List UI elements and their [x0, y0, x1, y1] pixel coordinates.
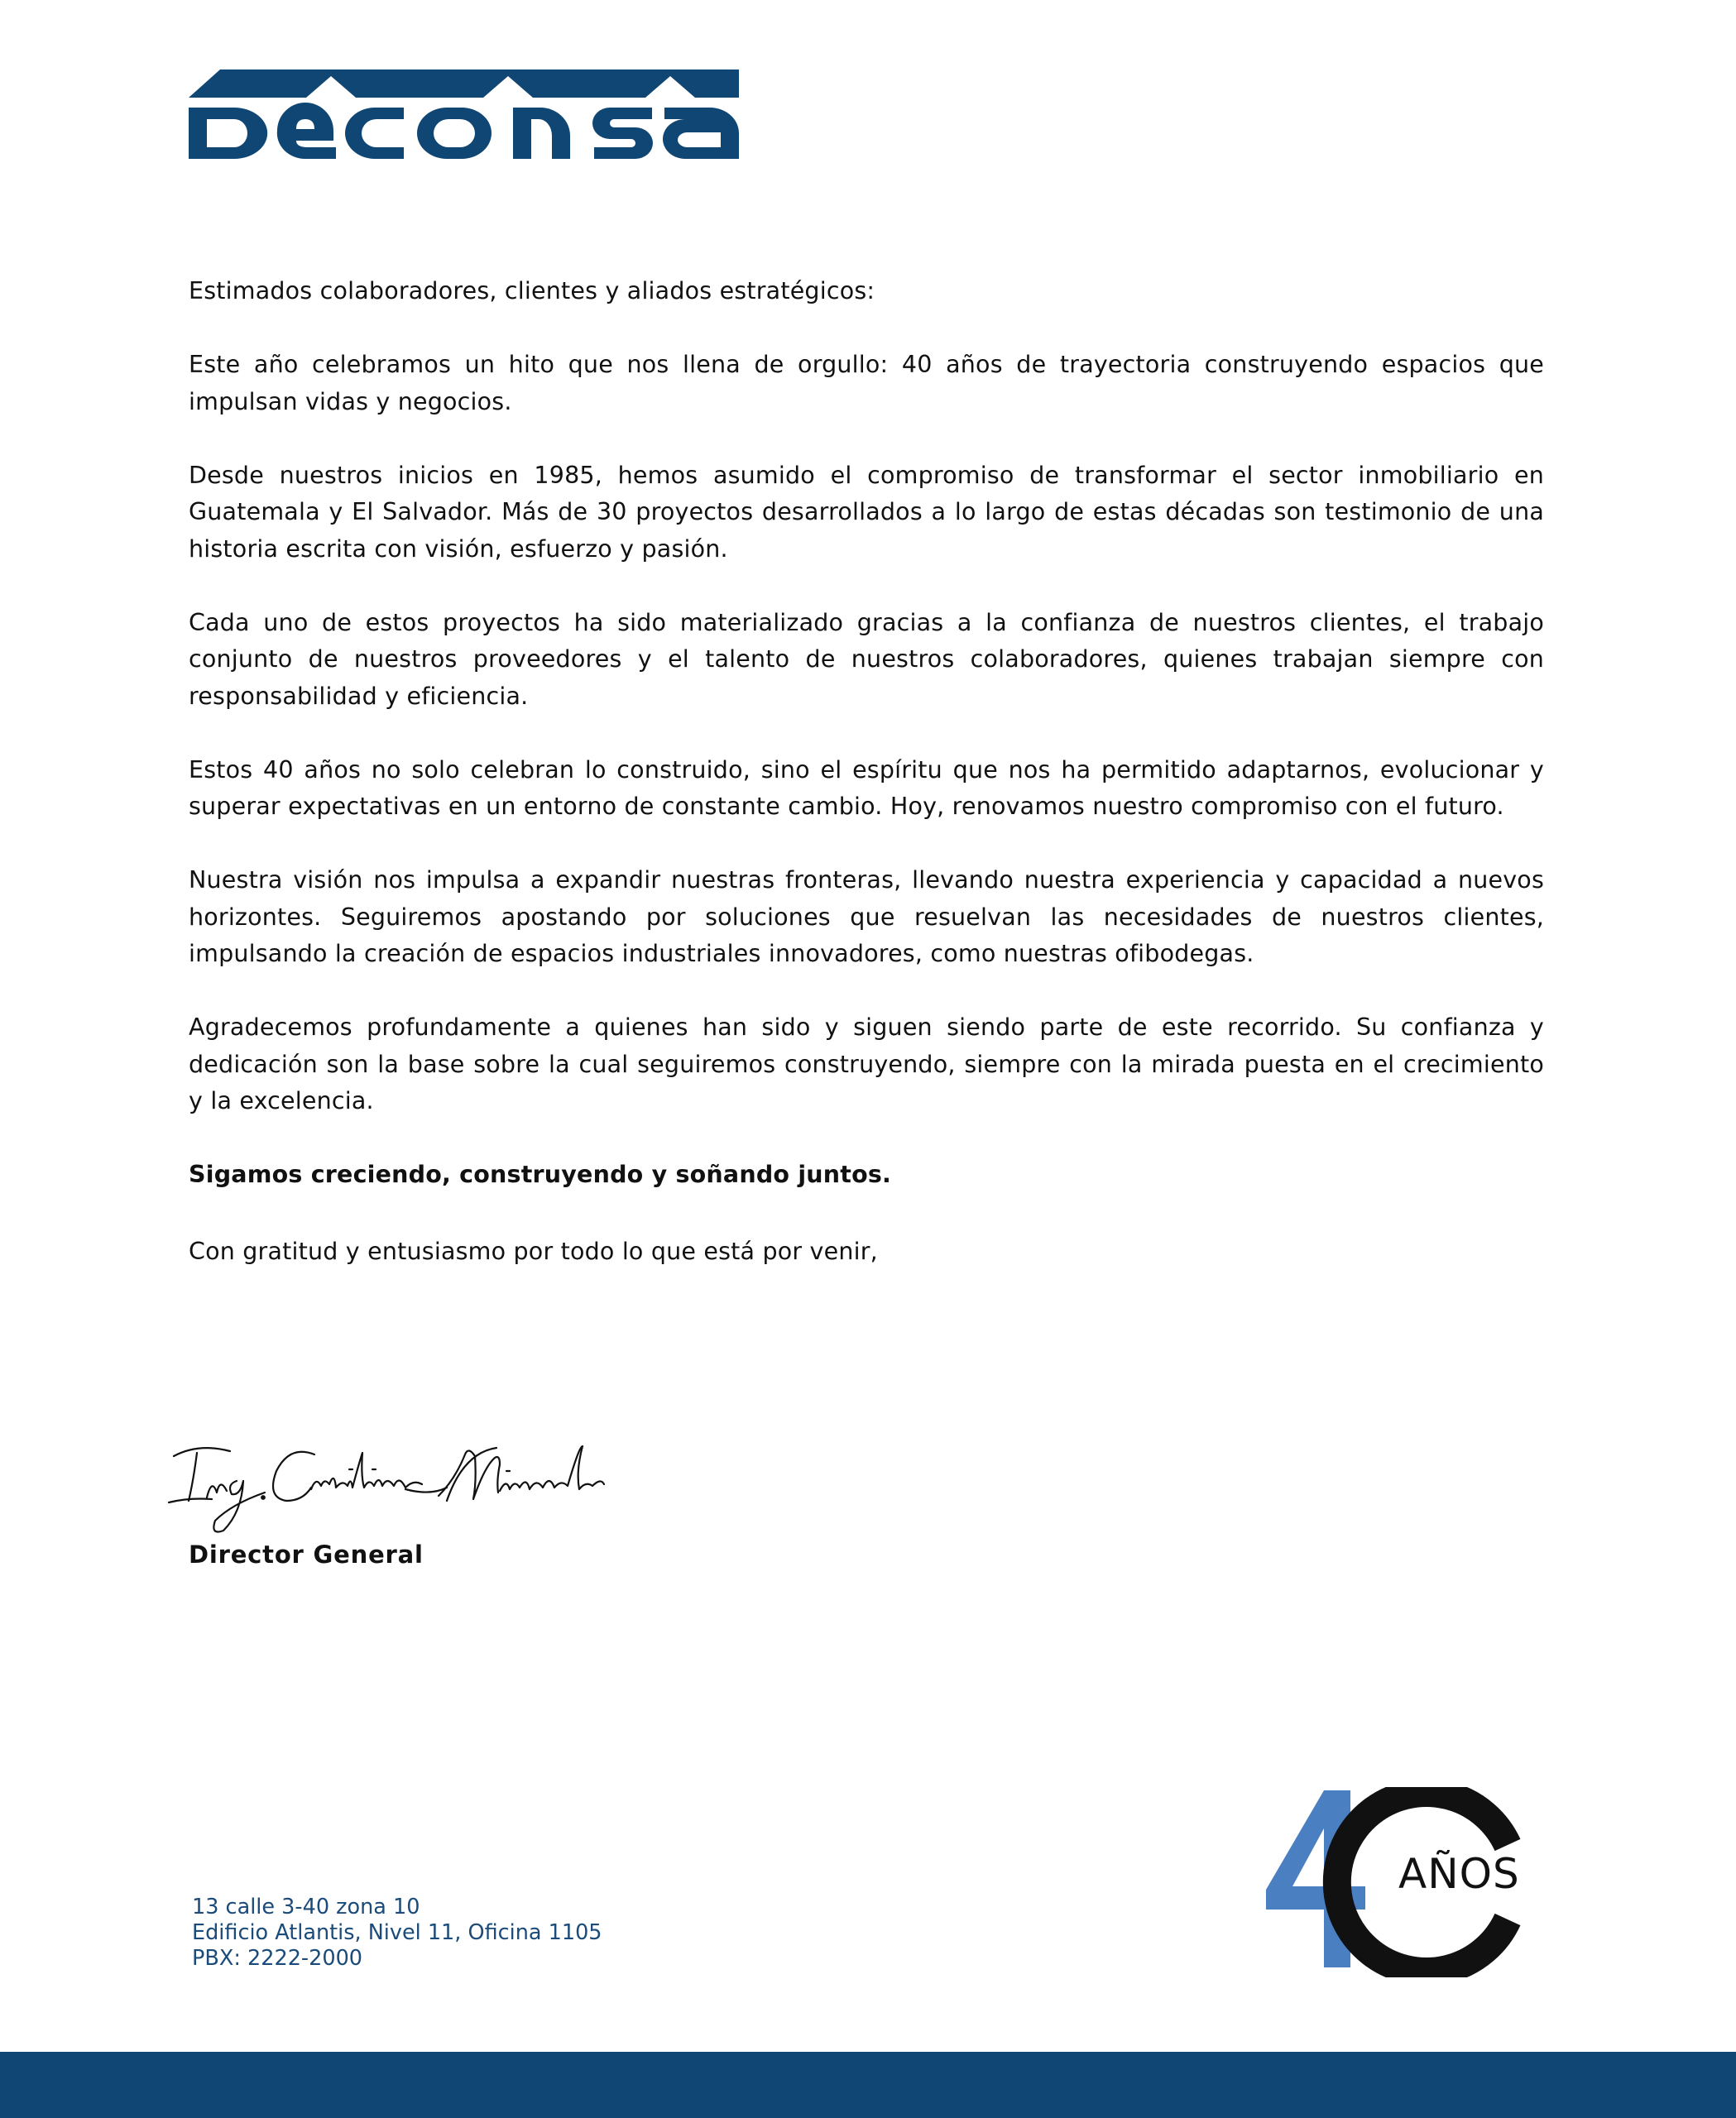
footer-bar: [0, 2052, 1736, 2118]
letter-paragraph: Estos 40 años no solo celebran lo construido, sino el espíritu que nos ha permitido adaptarnos, evolucionar y superar expectativas en un entorno de constante cambio. Hoy, renovamos nuestro compromiso con el futuro.: [189, 755, 1544, 820]
letter-bold-line: Sigamos creciendo, construyendo y soñando juntos.: [189, 1161, 892, 1188]
letter-paragraph: Agradecemos profundamente a quienes han sido y siguen siendo parte de este recorrido. Su confianza y dedicación son la base sobre la cual seguiremos construyendo, siempre con la mirada puesta en el crecimiento y la excelencia.: [189, 1013, 1544, 1114]
letter-paragraph: Desde nuestros inicios en 1985, hemos asumido el compromiso de transformar el sector inmobiliario en Guatemala y El Salvador. Más de 30 proyectos desarrollados a lo largo de estas décadas son testimonio de una historia escrita con visión, esfuerzo y pasión.: [189, 461, 1544, 563]
anniversary-label: AÑOS: [1398, 1850, 1520, 1898]
letter-paragraph: Este año celebramos un hito que nos llena de orgullo: 40 años de trayectoria construyendo espacios que impulsan vidas y negocios.: [189, 351, 1544, 415]
letter-closing: Con gratitud y entusiasmo por todo lo que está por venir,: [189, 1237, 878, 1265]
signatory-title: Director General: [189, 1541, 424, 1569]
letter-greeting: Estimados colaboradores, clientes y aliados estratégicos:: [189, 277, 875, 304]
address-line-street: 13 calle 3-40 zona 10: [192, 1895, 420, 1919]
company-address: [192, 1895, 602, 1972]
address-line-phone: PBX: 2222-2000: [192, 1946, 363, 1971]
signature-image: [165, 1438, 612, 1537]
deconsa-logo: [189, 68, 739, 161]
letter-body: [189, 273, 1544, 1270]
letter-paragraph: Cada uno de estos proyectos ha sido materializado gracias a la confianza de nuestros clientes, el trabajo conjunto de nuestros proveedores y el talento de nuestros colaboradores, quienes trabajan siempre con responsabilidad y eficiencia.: [189, 608, 1544, 710]
letter-paragraph: Nuestra visión nos impulsa a expandir nuestras fronteras, llevando nuestra experiencia y capacidad a nuevos horizontes. Seguiremos apostando por soluciones que resuelvan las necesidades de nuestros clientes, impulsando la creación de espacios industriales innovadores, como nuestras ofibodegas.: [189, 866, 1544, 967]
address-line-building: Edificio Atlantis, Nivel 11, Oficina 1105: [192, 1920, 602, 1945]
